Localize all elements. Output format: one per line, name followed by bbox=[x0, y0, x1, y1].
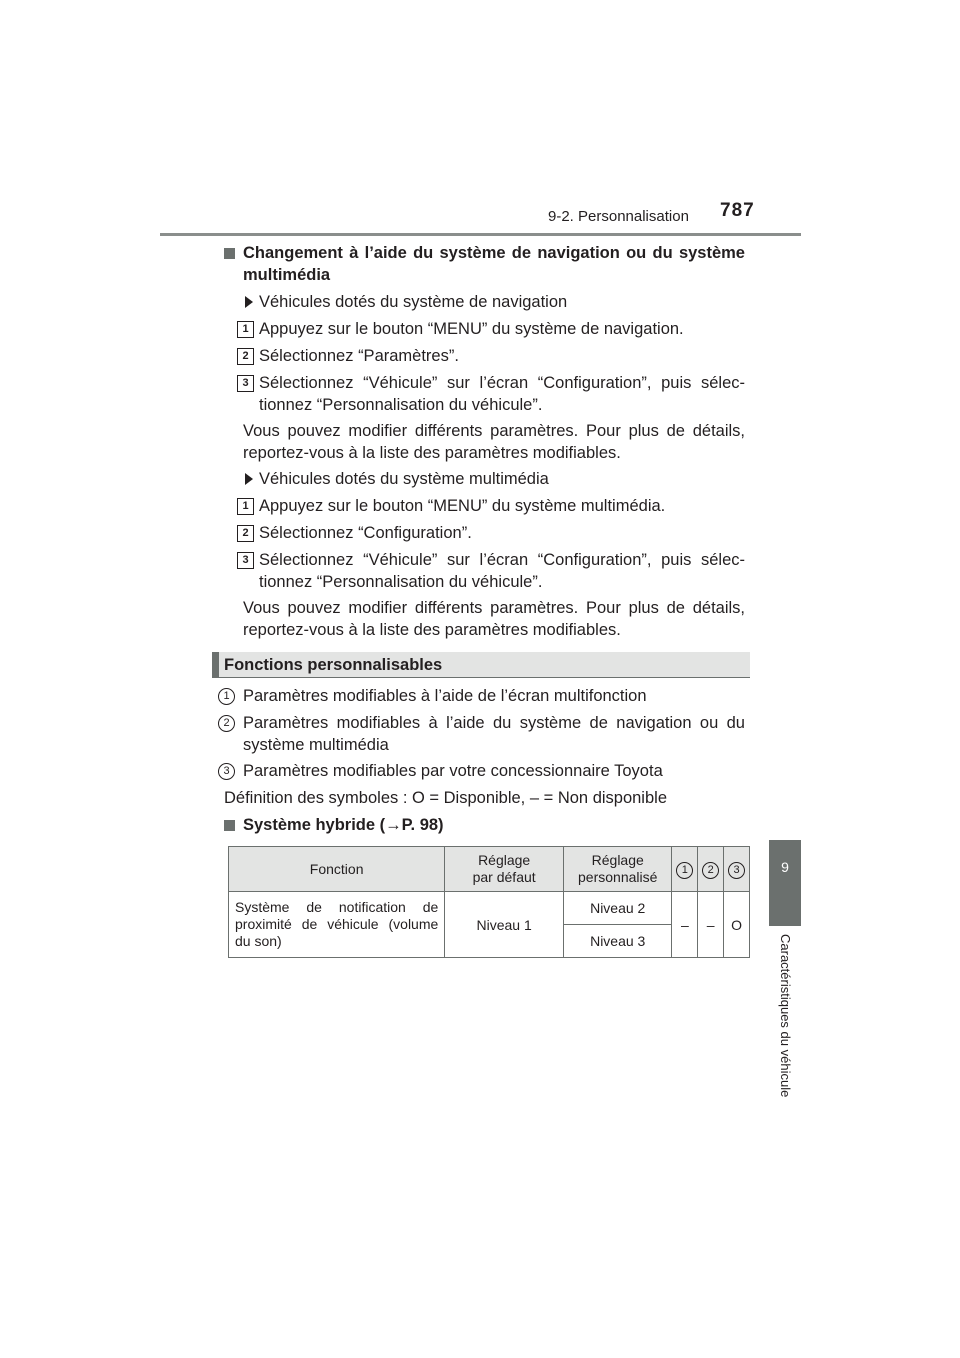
page-number: 787 bbox=[720, 200, 755, 221]
row-default: Niveau 1 bbox=[445, 892, 564, 958]
section-heading: Fonctions personnalisables bbox=[224, 656, 443, 674]
triangle-bullet-icon bbox=[245, 472, 253, 490]
nav-step-3-line2: tionnez “Personnalisation du véhicule”. bbox=[259, 396, 543, 414]
mm-note-line2: reportez-vous à la liste des paramètres modifiables. bbox=[243, 621, 621, 639]
nav-step-2: Sélectionnez “Paramètres”. bbox=[259, 347, 459, 365]
table-row bbox=[229, 892, 750, 925]
square-bullet-icon bbox=[224, 818, 235, 836]
header-col-2: 2 bbox=[698, 847, 724, 892]
nav-step-3-line1: Sélectionnez “Véhicule” sur l’écran “Configuration”, puis sélec- bbox=[259, 374, 745, 392]
mm-step-1: Appuyez sur le bouton “MENU” du système multimédia. bbox=[259, 497, 666, 515]
triangle-bullet-icon bbox=[245, 295, 253, 313]
row-custom-option: Niveau 2 bbox=[564, 892, 672, 925]
block-heading-line2: multimédia bbox=[243, 266, 331, 284]
page-reference-link[interactable]: P. 98) bbox=[401, 816, 444, 834]
arrow-icon: → bbox=[385, 816, 402, 834]
section-header-underline bbox=[212, 677, 750, 678]
section-title: 9-2. Personnalisation bbox=[548, 208, 689, 225]
header-default: Réglage par défaut bbox=[445, 847, 564, 892]
header-col-3: 3 bbox=[724, 847, 750, 892]
step-number: 3 bbox=[237, 375, 254, 392]
mm-step-3-line2: tionnez “Personnalisation du véhicule”. bbox=[259, 573, 543, 591]
legend-number: 2 bbox=[218, 715, 235, 732]
table-header-row bbox=[229, 847, 750, 892]
legend-item-2-line2: système multimédia bbox=[243, 736, 389, 754]
mm-subheading: Véhicules dotés du système multimédia bbox=[259, 470, 549, 488]
block-heading-line1: Changement à l’aide du système de navigation ou du système bbox=[243, 244, 745, 262]
chapter-title: Caractéristiques du véhicule bbox=[778, 934, 793, 1098]
mm-step-2: Sélectionnez “Configuration”. bbox=[259, 524, 472, 542]
header-function: Fonction bbox=[229, 847, 445, 892]
nav-note-line1: Vous pouvez modifier différents paramètres. Pour plus de détails, bbox=[243, 422, 745, 440]
nav-note-line2: reportez-vous à la liste des paramètres modifiables. bbox=[243, 444, 621, 462]
legend-number: 1 bbox=[218, 688, 235, 705]
legend-item-3: Paramètres modifiables par votre concessionnaire Toyota bbox=[243, 762, 663, 780]
row-col-2: – bbox=[698, 892, 724, 958]
header-custom: Réglage personnalisé bbox=[564, 847, 672, 892]
square-bullet-icon bbox=[224, 246, 235, 264]
step-number: 2 bbox=[237, 348, 254, 365]
row-col-3: O bbox=[724, 892, 750, 958]
symbols-definition: Définition des symboles : O = Disponible, – = Non disponible bbox=[224, 789, 667, 807]
mm-step-3-line1: Sélectionnez “Véhicule” sur l’écran “Configuration”, puis sélec- bbox=[259, 551, 745, 569]
settings-table bbox=[228, 846, 750, 956]
header-col-1: 1 bbox=[672, 847, 698, 892]
legend-item-2-line1: Paramètres modifiables à l’aide du système de navigation ou du bbox=[243, 714, 745, 732]
subsection-heading: Système hybride (→P. 98) bbox=[243, 816, 444, 834]
mm-note-line1: Vous pouvez modifier différents paramètres. Pour plus de détails, bbox=[243, 599, 745, 617]
legend-item-1: Paramètres modifiables à l’aide de l’écran multifonction bbox=[243, 687, 647, 705]
header-divider bbox=[160, 233, 801, 236]
row-function: Système de notification de proximité de véhicule (volume du son) bbox=[229, 892, 445, 958]
chapter-tab[interactable] bbox=[769, 840, 801, 926]
nav-step-1: Appuyez sur le bouton “MENU” du système de navigation. bbox=[259, 320, 684, 338]
step-number: 2 bbox=[237, 525, 254, 542]
step-number: 1 bbox=[237, 498, 254, 515]
chapter-number: 9 bbox=[781, 859, 789, 875]
chapter-title-vertical bbox=[770, 934, 800, 1124]
legend-number: 3 bbox=[218, 763, 235, 780]
nav-subheading: Véhicules dotés du système de navigation bbox=[259, 293, 568, 311]
row-col-1: – bbox=[672, 892, 698, 958]
step-number: 3 bbox=[237, 552, 254, 569]
step-number: 1 bbox=[237, 321, 254, 338]
section-header-accent bbox=[212, 652, 219, 677]
row-custom-option: Niveau 3 bbox=[564, 925, 672, 958]
